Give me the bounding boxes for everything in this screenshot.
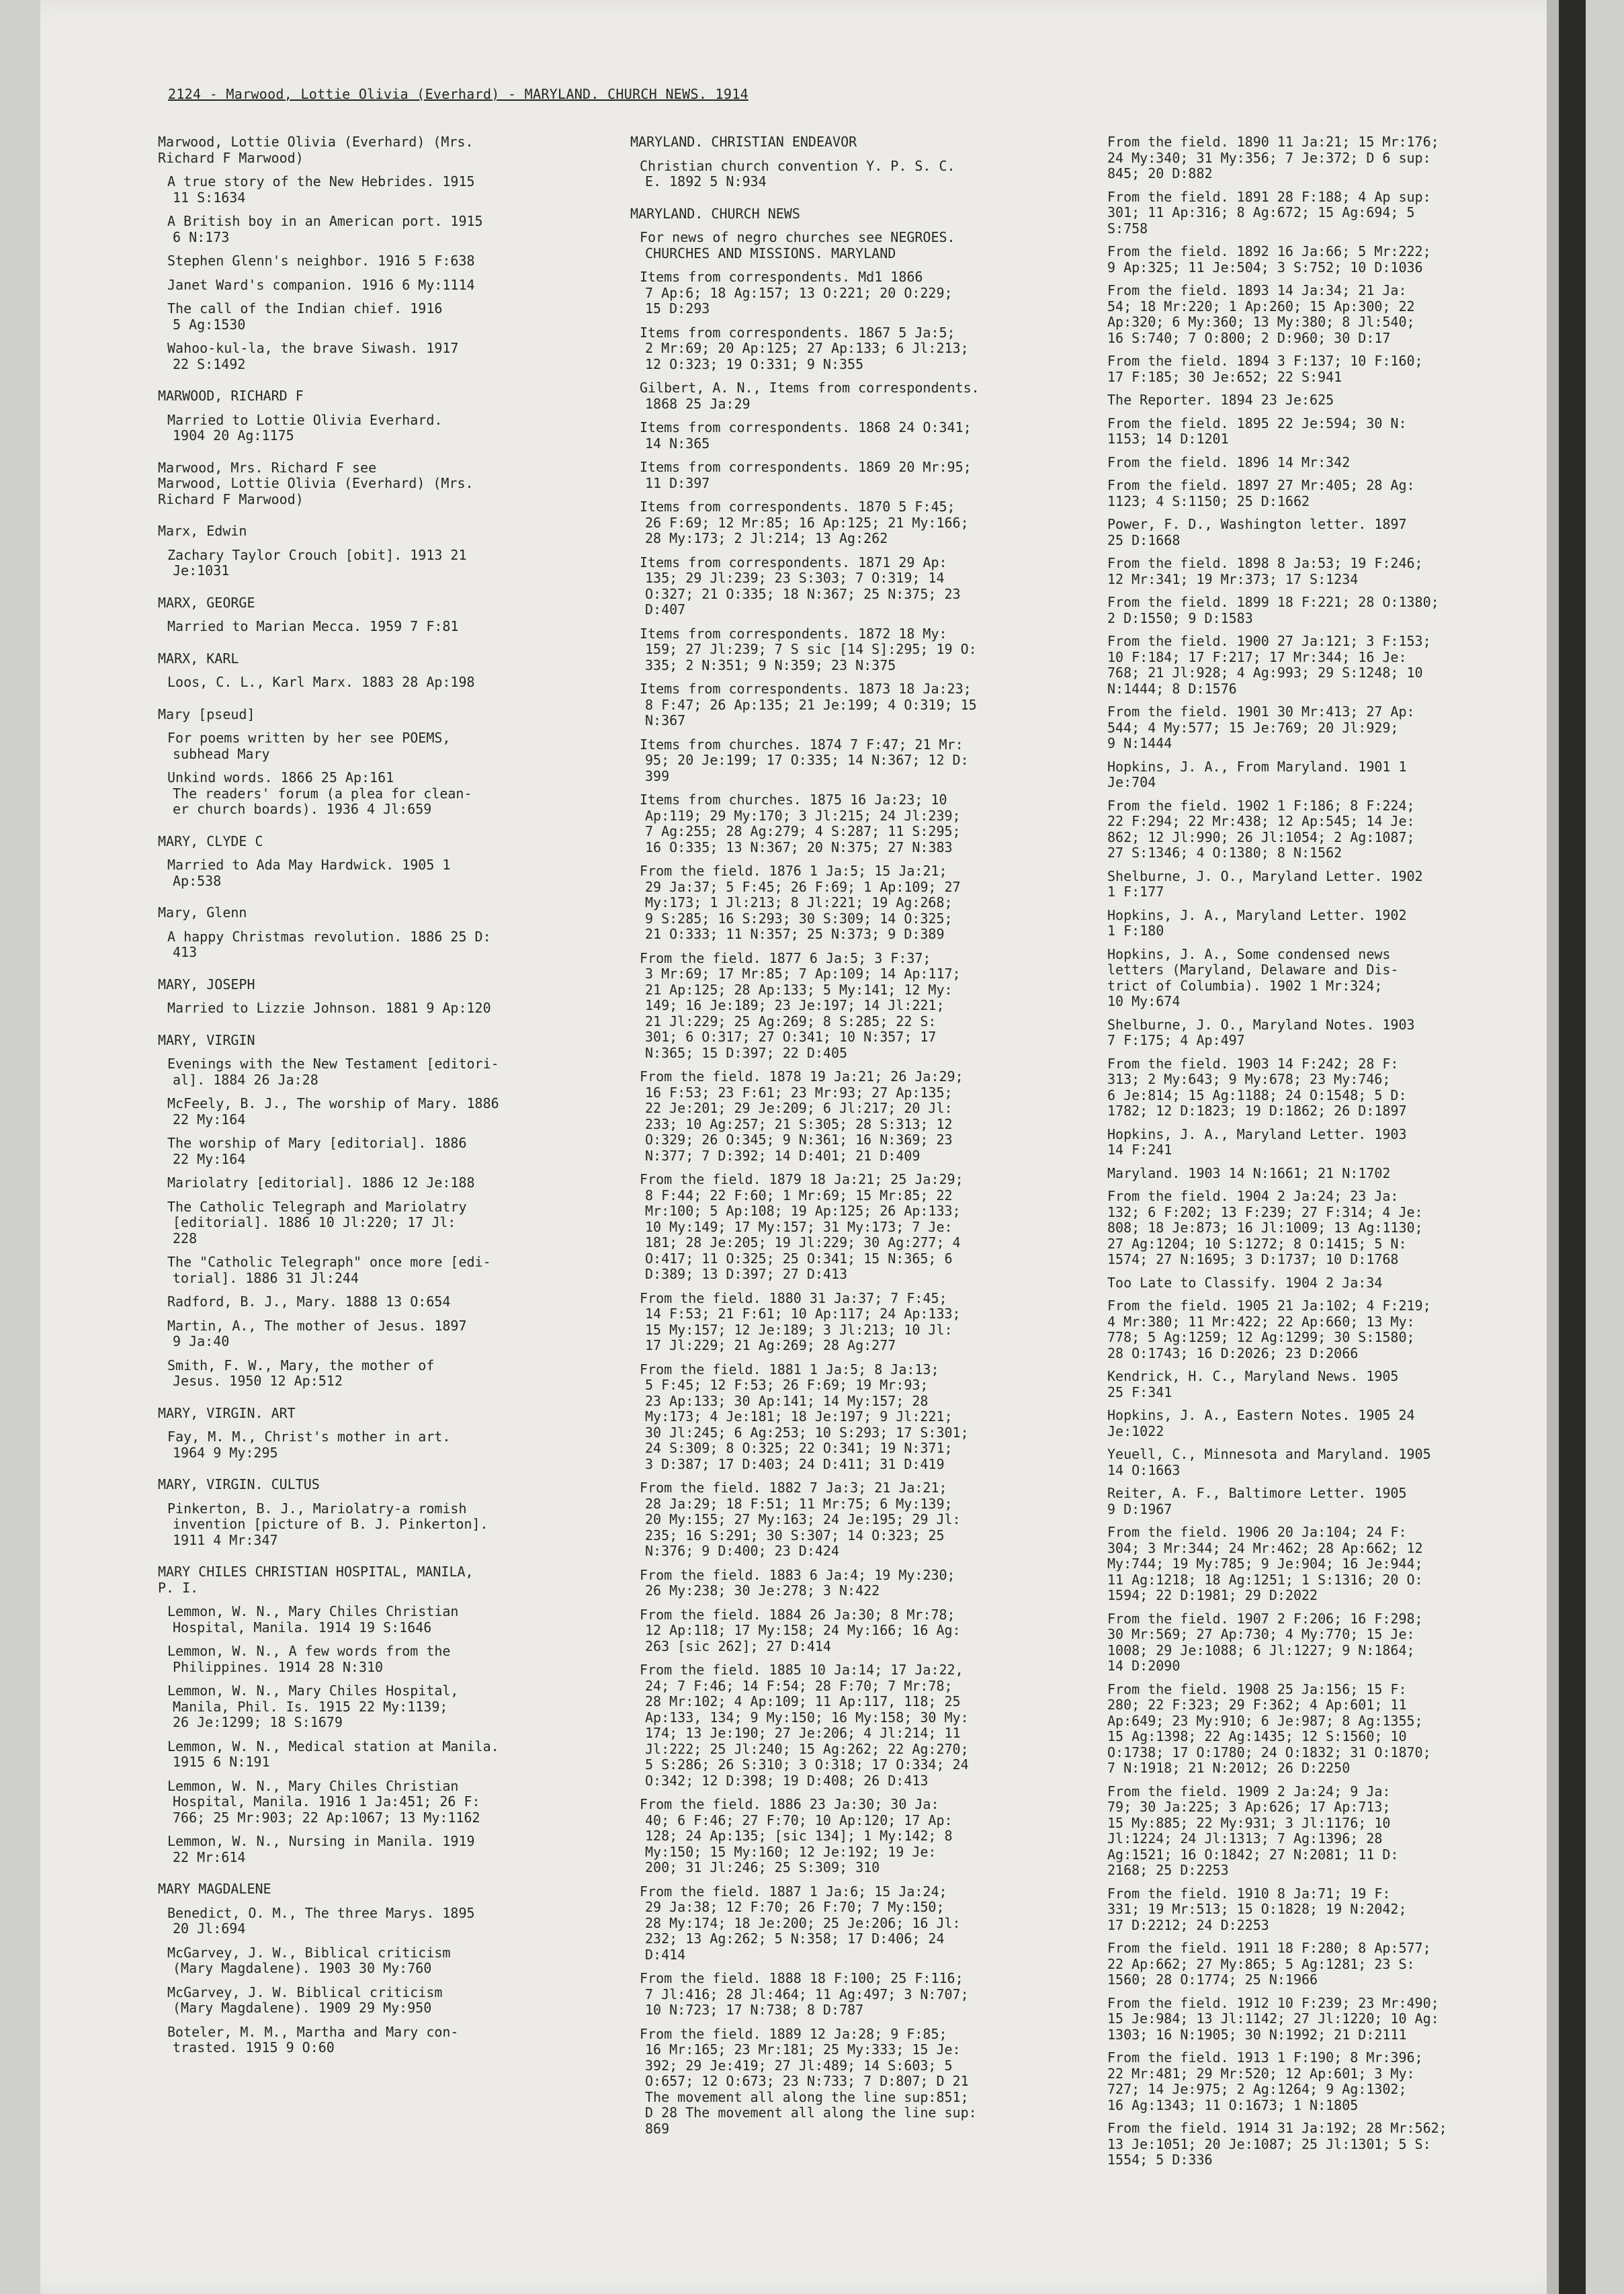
index-entry: From the field. 1908 25 Ja:156; 15 F: 280; 22 F:323; 29 F:362; 4 Ap:601; 11 Ap:649; 23 My:910; 6 Je:987; 8 Ag:1355; 15 Ag:1398; 22 Ag:1435; 12 S:1560; 10 O:1738; 17 O:1780; 24 O:1832; 31 O:1870; 7 N:1918; 21 N:2012; 26 D:2250 bbox=[1107, 1681, 1431, 1776]
index-entry: From the field. 1890 11 Ja:21; 15 Mr:176; 24 My:340; 31 My:356; 7 Je:372; D 6 sup: 845; 20 D:882 bbox=[1107, 134, 1439, 181]
index-entry: Lemmon, W. N., Medical station at Manila. 1915 6 N:191 bbox=[167, 1738, 499, 1770]
index-entry: Christian church convention Y. P. S. C. E. 1892 5 N:934 bbox=[640, 157, 955, 189]
index-entry: Hopkins, J. A., Maryland Letter. 1902 1 F:180 bbox=[1107, 906, 1407, 939]
index-entry: Lemmon, W. N., Mary Chiles Christian Hospital, Manila. 1914 19 S:1646 bbox=[167, 1603, 459, 1635]
index-entry: Items from correspondents. 1869 20 Mr:95; 11 D:397 bbox=[640, 459, 972, 491]
index-entry: From the field. 1884 26 Ja:30; 8 Mr:78; 12 Ap:118; 17 My:158; 24 My:166; 16 Ag: 263 [sic 262]; 27 D:414 bbox=[640, 1606, 961, 1654]
index-entry: From the field. 1899 18 F:221; 28 O:1380; 2 D:1550; 9 D:1583 bbox=[1107, 594, 1439, 626]
index-entry: Items from correspondents. Md1 1866 7 Ap:6; 18 Ag:157; 13 O:221; 20 O:229; 15 D:293 bbox=[640, 269, 953, 316]
index-entry: Items from correspondents. 1870 5 F:45; 26 F:69; 12 Mr:85; 16 Ap:125; 21 My:166; 28 My:173; 2 Jl:214; 13 Ag:262 bbox=[640, 499, 969, 546]
index-entry: Pinkerton, B. J., Mariolatry-a romish invention [picture of B. J. Pinkerton]. 1911 4 Mr:347 bbox=[167, 1500, 488, 1548]
index-entry: Kendrick, H. C., Maryland News. 1905 25 F:341 bbox=[1107, 1368, 1399, 1400]
index-entry: Shelburne, J. O., Maryland Letter. 1902 1 F:177 bbox=[1107, 867, 1423, 900]
index-entry: From the field. 1898 8 Ja:53; 19 F:246; 12 Mr:341; 19 Mr:373; 17 S:1234 bbox=[1107, 555, 1423, 587]
index-entry: From the field. 1894 3 F:137; 10 F:160; 17 F:185; 30 Je:652; 22 S:941 bbox=[1107, 353, 1423, 385]
index-entry: Lemmon, W. N., Nursing in Manila. 1919 22 Mr:614 bbox=[167, 1833, 475, 1865]
index-section bbox=[158, 460, 574, 508]
index-entry: From the field. 1887 1 Ja:6; 15 Ja:24; 29 Ja:38; 12 F:70; 26 F:70; 7 My:150; 28 My:174; 18 Je:200; 25 Je:206; 16 Jl: 232; 13 Ag:262; 5 N:358; 17 D:406; 24 D:414 bbox=[640, 1883, 961, 1963]
index-entry: From the field. 1888 18 F:100; 25 F:116; 7 Jl:416; 28 Jl:464; 11 Ag:497; 3 N:707; 10 N:723; 17 N:738; 8 D:787 bbox=[640, 1970, 969, 2018]
page-edge-shadow bbox=[1559, 0, 1586, 2294]
index-entry: The "Catholic Telegraph" once more [edi- torial]. 1886 31 Jl:244 bbox=[167, 1254, 491, 1286]
index-section bbox=[158, 977, 574, 1017]
index-entry: A British boy in an American port. 1915 6 N:173 bbox=[167, 213, 483, 245]
index-heading: MARYLAND. CHURCH NEWS bbox=[630, 205, 800, 222]
index-entry: From the field. 1893 14 Ja:34; 21 Ja: 54; 18 Mr:220; 1 Ap:260; 15 Ap:300; 22 Ap:320; 6 My:360; 13 My:380; 8 Jl:540; 16 S:740; 7 O:800; 2 D:960; 30 D:17 bbox=[1107, 282, 1415, 346]
index-section bbox=[158, 134, 574, 372]
index-entry: Hopkins, J. A., Some condensed news letters (Maryland, Delaware and Dis- trict of Columbia). 1902 1 Mr:324; 10 My:674 bbox=[1107, 945, 1399, 1009]
index-heading: MARWOOD, RICHARD F bbox=[158, 388, 304, 404]
index-section bbox=[158, 905, 574, 961]
index-entry: From the field. 1882 7 Ja:3; 21 Ja:21; 28 Ja:29; 18 F:51; 11 Mr:75; 6 My:139; 20 My:155; 27 My:163; 24 Je:195; 29 Jl: 235; 16 S:291; 30 S:307; 14 O:323; 25 N:376; 9 D:400; 23 D:424 bbox=[640, 1480, 961, 1559]
index-column-1 bbox=[158, 134, 574, 2072]
index-section bbox=[158, 1406, 574, 1461]
index-entry: Married to Lizzie Johnson. 1881 9 Ap:120 bbox=[167, 1000, 491, 1016]
index-entry: Maryland. 1903 14 N:1661; 21 N:1702 bbox=[1107, 1164, 1391, 1181]
index-entry: From the field. 1896 14 Mr:342 bbox=[1107, 454, 1351, 470]
index-column-2 bbox=[630, 134, 1047, 2153]
index-entry: Benedict, O. M., The three Marys. 1895 20 Jl:694 bbox=[167, 1904, 475, 1937]
index-entry: From the field. 1913 1 F:190; 8 Mr:396; 22 Mr:481; 29 Mr:520; 12 Ap:601; 3 My: 727; 14 Je:975; 2 Ag:1264; 9 Ag:1302; 16 Ag:1343; 11 O:1673; 1 N:1805 bbox=[1107, 2049, 1423, 2113]
index-heading: Mary, Glenn bbox=[158, 904, 247, 921]
index-entry: From the field. 1883 6 Ja:4; 19 My:230; 26 My:238; 30 Je:278; 3 N:422 bbox=[640, 1566, 955, 1599]
index-entry: Loos, C. L., Karl Marx. 1883 28 Ap:198 bbox=[167, 674, 475, 690]
index-section bbox=[158, 1033, 574, 1390]
index-heading: MARY, VIRGIN bbox=[158, 1031, 255, 1048]
index-entry: From the field. 1879 18 Ja:21; 25 Ja:29; 8 F:44; 22 F:60; 1 Mr:69; 15 Mr:85; 22 Mr:100; 5 Ap:108; 19 Ap:125; 26 Ap:133; 10 My:149; 17 My:157; 31 My:173; 7 Je: 181; 28 Je:205; 19 Jl:229; 30 Ag:277; 4 O:417; 11 O:325; 25 O:341; 15 N:365; 6 D:389; 13 D:397; 27 D:413 bbox=[640, 1171, 964, 1282]
index-section bbox=[158, 1564, 574, 1865]
index-entry: Mariolatry [editorial]. 1886 12 Je:188 bbox=[167, 1175, 475, 1191]
index-entry: McGarvey, J. W., Biblical criticism (Mary Magdalene). 1903 30 My:760 bbox=[167, 1944, 451, 1976]
index-entry: Wahoo-kul-la, the brave Siwash. 1917 22 S:1492 bbox=[167, 340, 459, 372]
index-entry: Items from churches. 1875 16 Ja:23; 10 Ap:119; 29 My:170; 3 Jl:215; 24 Jl:239; 7 Ag:255; 28 Ag:279; 4 S:287; 11 S:295; 16 O:335; 13 N:367; 20 N:375; 27 N:383 bbox=[640, 792, 961, 855]
index-entry: McGarvey, J. W. Biblical criticism (Mary Magdalene). 1909 29 My:950 bbox=[167, 1984, 443, 2016]
index-entry: From the field. 1902 1 F:186; 8 F:224; 22 F:294; 22 Mr:438; 12 Ap:545; 14 Je: 862; 12 Jl:990; 26 Jl:1054; 2 Ag:1087; 27 S:1346; 4 O:1380; 8 N:1562 bbox=[1107, 797, 1415, 861]
index-entry: From the field. 1877 6 Ja:5; 3 F:37; 3 Mr:69; 17 Mr:85; 7 Ap:109; 14 Ap:117; 21 Ap:125; 28 Ap:133; 5 My:141; 12 My: 149; 16 Je:189; 23 Je:197; 14 Jl:221; 21 Jl:229; 25 Ag:269; 8 S:285; 22 S: 301; 6 O:317; 27 O:341; 10 N:357; 17 N:365; 15 D:397; 22 D:405 bbox=[640, 949, 961, 1061]
index-section bbox=[158, 1477, 574, 1548]
index-heading: Marwood, Mrs. Richard F see Marwood, Lottie Olivia (Everhard) (Mrs. Richard F Marwood) bbox=[158, 459, 474, 507]
index-entry: From the field. 1897 27 Mr:405; 28 Ag: 1123; 4 S:1150; 25 D:1662 bbox=[1107, 477, 1415, 509]
index-entry: Shelburne, J. O., Maryland Notes. 1903 7 F:175; 4 Ap:497 bbox=[1107, 1016, 1415, 1048]
index-entry: From the field. 1878 19 Ja:21; 26 Ja:29; 16 F:53; 23 F:61; 23 Mr:93; 27 Ap:135; 22 Je:201; 29 Je:209; 6 Jl:217; 20 Jl: 233; 10 Ag:257; 21 S:305; 28 S:313; 12 O:329; 26 O:345; 9 N:361; 16 N:369; 23 N:377; 7 D:392; 14 D:401; 21 D:409 bbox=[640, 1068, 964, 1164]
index-entry: Evenings with the New Testament [editori- al]. 1884 26 Ja:28 bbox=[167, 1056, 499, 1088]
index-heading: MARX, KARL bbox=[158, 650, 239, 667]
index-heading: MARY, VIRGIN. ART bbox=[158, 1404, 296, 1421]
index-section bbox=[158, 834, 574, 890]
index-entry: From the field. 1901 30 Mr:413; 27 Ap: 544; 4 My:577; 15 Je:769; 20 Jl:929; 9 N:1444 bbox=[1107, 704, 1415, 751]
index-entry: From the field. 1911 18 F:280; 8 Ap:577; 22 Ap:662; 27 My:865; 5 Ag:1281; 23 S: 1560; 28 O:1774; 25 N:1966 bbox=[1107, 1940, 1431, 1988]
index-entry: Yeuell, C., Minnesota and Maryland. 1905 14 O:1663 bbox=[1107, 1446, 1431, 1478]
index-entry: From the field. 1907 2 F:206; 16 F:298; 30 Mr:569; 27 Ap:730; 4 My:770; 15 Je: 1008; 29 Je:1088; 6 Jl:1227; 9 N:1864; 14 D:2090 bbox=[1107, 1610, 1423, 1674]
index-heading: Marwood, Lottie Olivia (Everhard) (Mrs. Richard F Marwood) bbox=[158, 134, 474, 166]
index-entry: Items from correspondents. 1868 24 O:341; 14 N:365 bbox=[640, 419, 972, 452]
index-section bbox=[158, 707, 574, 818]
index-entry: The Reporter. 1894 23 Je:625 bbox=[1107, 392, 1334, 408]
index-entry: From the field. 1914 31 Ja:192; 28 Mr:562; 13 Je:1051; 20 Je:1087; 25 Jl:1301; 5 S: 1554; 5 D:336 bbox=[1107, 2120, 1447, 2168]
index-entry: From the field. 1900 27 Ja:121; 3 F:153; 10 F:184; 17 F:217; 17 Mr:344; 16 Je: 768; 21 Jl:928; 4 Ag:993; 29 S:1248; 10 N:1444; 8 D:1576 bbox=[1107, 633, 1431, 697]
index-entry: From the field. 1906 20 Ja:104; 24 F: 304; 3 Mr:344; 24 Mr:462; 28 Ap:662; 12 My:744; 19 My:785; 9 Je:904; 16 Je:944; 11 Ag:1218; 18 Ag:1251; 1 S:1316; 20 O: 1594; 22 D:1981; 29 D:2022 bbox=[1107, 1524, 1423, 1603]
index-entry: From the field. 1903 14 F:242; 28 F: 313; 2 My:643; 9 My:678; 23 My:746; 6 Je:814; 15 Ag:1188; 24 O:1548; 5 D: 1782; 12 D:1823; 19 D:1862; 26 D:1897 bbox=[1107, 1055, 1407, 1119]
index-entry: Janet Ward's companion. 1916 6 My:1114 bbox=[167, 276, 475, 293]
index-entry: From the field. 1881 1 Ja:5; 8 Ja:13; 5 F:45; 12 F:53; 26 F:69; 19 Mr:93; 23 Ap:133; 30 Ap:141; 14 My:157; 28 My:173; 4 Je:181; 18 Je:197; 9 Jl:221; 30 Jl:245; 6 Ag:253; 10 S:293; 17 S:301; 24 S:309; 8 O:325; 22 O:341; 19 N:371; 3 D:387; 17 D:403; 24 D:411; 31 D:419 bbox=[640, 1361, 969, 1472]
index-entry: Items from correspondents. 1873 18 Ja:23; 8 F:47; 26 Ap:135; 21 Je:199; 4 O:319; 15 N:367 bbox=[640, 681, 977, 728]
index-entry: A happy Christmas revolution. 1886 25 D: 413 bbox=[167, 928, 491, 960]
index-heading: MARY CHILES CHRISTIAN HOSPITAL, MANILA, P. I. bbox=[158, 1564, 474, 1596]
index-section bbox=[158, 1881, 574, 2056]
index-entry: A true story of the New Hebrides. 1915 11 S:1634 bbox=[167, 173, 475, 206]
index-entry: From the field. 1891 28 F:188; 4 Ap sup: 301; 11 Ap:316; 8 Ag:672; 15 Ag:694; 5 S:758 bbox=[1107, 188, 1431, 237]
index-entry: From the field. 1885 10 Ja:14; 17 Ja:22, 24; 7 F:46; 14 F:54; 28 F:70; 7 Mr:78; 28 Mr:102; 4 Ap:109; 11 Ap:117, 118; 25 Ap:133, 134; 9 My:150; 16 My:158; 30 My: 174; 13 Je:190; 27 Je:206; 4 Jl:214; 11 Jl:222; 25 Jl:240; 15 Ag:262; 22 Ag:270; 5 S:286; 26 S:310; 3 O:318; 17 O:334; 24 O:342; 12 D:398; 19 D:408; 26 D:413 bbox=[640, 1662, 969, 1789]
index-entry: Lemmon, W. N., Mary Chiles Christian Hospital, Manila. 1916 1 Ja:451; 26 F: 766; 25 Mr:903; 22 Ap:1067; 13 My:1162 bbox=[167, 1777, 480, 1826]
index-entry: Power, F. D., Washington letter. 1897 25 D:1668 bbox=[1107, 516, 1407, 548]
index-heading: MARYLAND. CHRISTIAN ENDEAVOR bbox=[630, 134, 857, 150]
index-entry: Lemmon, W. N., A few words from the Philippines. 1914 28 N:310 bbox=[167, 1643, 451, 1675]
index-entry: Items from churches. 1874 7 F:47; 21 Mr: 95; 20 Je:199; 17 O:335; 14 N:367; 12 D: 399 bbox=[640, 736, 969, 784]
index-entry: Martin, A., The mother of Jesus. 1897 9 Ja:40 bbox=[167, 1317, 467, 1349]
index-column-3 bbox=[1107, 134, 1537, 2176]
index-entry: Fay, M. M., Christ's mother in art. 1964 9 My:295 bbox=[167, 1429, 451, 1461]
index-entry: From the field. 1910 8 Ja:71; 19 F: 331; 19 Mr:513; 15 O:1828; 19 N:2042; 17 D:2212; 24 D:2253 bbox=[1107, 1885, 1407, 1933]
index-entry: From the field. 1895 22 Je:594; 30 N: 1153; 14 D:1201 bbox=[1107, 415, 1407, 447]
index-entry: Zachary Taylor Crouch [obit]. 1913 21 Je:1031 bbox=[167, 546, 467, 579]
index-heading: MARY MAGDALENE bbox=[158, 1881, 271, 1897]
index-section bbox=[158, 651, 574, 691]
index-entry: Hopkins, J. A., From Maryland. 1901 1 Je:704 bbox=[1107, 758, 1407, 790]
index-entry: From the field. 1905 21 Ja:102; 4 F:219; 4 Mr:380; 11 Mr:422; 22 Ap:660; 13 My: 778; 5 Ag:1259; 12 Ag:1299; 30 S:1580; 28 O:1743; 16 D:2026; 23 D:2066 bbox=[1107, 1298, 1431, 1361]
index-entry: Hopkins, J. A., Eastern Notes. 1905 24 Je:1022 bbox=[1107, 1407, 1415, 1439]
index-section bbox=[158, 388, 574, 444]
index-entry: The call of the Indian chief. 1916 5 Ag:1530 bbox=[167, 300, 443, 333]
index-heading: MARY, CLYDE C bbox=[158, 833, 263, 849]
index-entry: Stephen Glenn's neighbor. 1916 5 F:638 bbox=[167, 253, 475, 269]
index-entry: Hopkins, J. A., Maryland Letter. 1903 14 F:241 bbox=[1107, 1125, 1407, 1158]
index-entry: McFeely, B. J., The worship of Mary. 1886 22 My:164 bbox=[167, 1095, 499, 1128]
index-entry: Smith, F. W., Mary, the mother of Jesus. 1950 12 Ap:512 bbox=[167, 1357, 435, 1389]
index-heading: MARY, JOSEPH bbox=[158, 976, 255, 992]
index-section bbox=[158, 523, 574, 579]
index-entry: Married to Lottie Olivia Everhard. 1904 20 Ag:1175 bbox=[167, 411, 443, 443]
index-entry: The Catholic Telegraph and Mariolatry [editorial]. 1886 10 Jl:220; 17 Jl: 228 bbox=[167, 1198, 467, 1246]
page-gutter bbox=[1547, 0, 1559, 2294]
index-heading: MARX, GEORGE bbox=[158, 594, 255, 611]
index-entry: From the field. 1880 31 Ja:37; 7 F:45; 14 F:53; 21 F:61; 10 Ap:117; 24 Ap:133; 15 My:157; 12 Je:189; 3 Jl:213; 10 Jl: 17 Jl:229; 21 Ag:269; 28 Ag:277 bbox=[640, 1289, 961, 1353]
index-entry: The worship of Mary [editorial]. 1886 22 My:164 bbox=[167, 1135, 467, 1167]
index-entry: From the field. 1912 10 F:239; 23 Mr:490; 15 Je:984; 13 Jl:1142; 27 Jl:1220; 10 Ag: 1303; 16 N:1905; 30 N:1992; 21 D:2111 bbox=[1107, 1994, 1439, 2043]
index-entry: Reiter, A. F., Baltimore Letter. 1905 9 D:1967 bbox=[1107, 1485, 1407, 1517]
index-entry: Lemmon, W. N., Mary Chiles Hospital, Manila, Phil. Is. 1915 22 My:1139; 26 Je:1299; 18 S:1679 bbox=[167, 1683, 459, 1730]
index-entry: Boteler, M. M., Martha and Mary con- trasted. 1915 9 O:60 bbox=[167, 2023, 459, 2055]
index-entry: Too Late to Classify. 1904 2 Ja:34 bbox=[1107, 1274, 1383, 1291]
index-section bbox=[630, 134, 1047, 190]
index-entry: From the field. 1909 2 Ja:24; 9 Ja: 79; 30 Ja:225; 3 Ap:626; 17 Ap:713; 15 My:885; 22 My:931; 3 Jl:1176; 10 Jl:1224; 24 Jl:1313; 7 Ag:1396; 28 Ag:1521; 16 O:1842; 27 N:2081; 11 D: 2168; 25 D:2253 bbox=[1107, 1783, 1399, 1878]
index-entry: Radford, B. J., Mary. 1888 13 O:654 bbox=[167, 1293, 451, 1310]
index-entry: Gilbert, A. N., Items from correspondents. 1868 25 Ja:29 bbox=[640, 380, 980, 412]
index-entry: From the field. 1876 1 Ja:5; 15 Ja:21; 29 Ja:37; 5 F:45; 26 F:69; 1 Ap:109; 27 My:173; 1 Jl:213; 8 Jl:221; 19 Ag:268; 9 S:285; 16 S:293; 30 S:309; 14 O:325; 21 O:333; 11 N:357; 25 N:373; 9 D:389 bbox=[640, 863, 961, 942]
index-entry: Unkind words. 1866 25 Ap:161 The readers' forum (a plea for clean- er church boards). 1936 4 Jl:659 bbox=[167, 769, 472, 817]
index-heading: MARY, VIRGIN. CULTUS bbox=[158, 1476, 320, 1492]
running-header: 2124 - Marwood, Lottie Olivia (Everhard) - MARYLAND. CHURCH NEWS. 1914 bbox=[168, 86, 749, 102]
index-entry: For poems written by her see POEMS, subhead Mary bbox=[167, 730, 451, 762]
index-entry: From the field. 1889 12 Ja:28; 9 F:85; 16 Mr:165; 23 Mr:181; 25 My:333; 15 Je: 392; 29 Je:419; 27 Jl:489; 14 S:603; 5 O:657; 12 O:673; 23 N:733; 7 D:807; D 21 The movement all along the line sup:851; D 28 The movement all along the line sup: 869 bbox=[640, 2025, 977, 2137]
index-entry: For news of negro churches see NEGROES. CHURCHES AND MISSIONS. MARYLAND bbox=[640, 229, 955, 261]
index-section bbox=[630, 206, 1047, 2137]
index-entry: Items from correspondents. 1871 29 Ap: 135; 29 Jl:239; 23 S:303; 7 O:319; 14 O:327; 21 O:335; 18 N:367; 25 N:375; 23 D:407 bbox=[640, 554, 961, 618]
index-entry: Items from correspondents. 1872 18 My: 159; 27 Jl:239; 7 S sic [14 S]:295; 19 O: 335; 2 N:351; 9 N:359; 23 N:375 bbox=[640, 625, 977, 673]
index-section bbox=[158, 595, 574, 635]
index-entry: From the field. 1904 2 Ja:24; 23 Ja: 132; 6 F:202; 13 F:239; 27 F:314; 4 Je: 808; 18 Je:873; 16 Jl:1009; 13 Ag:1130; 27 Ag:1204; 10 S:1272; 8 O:1415; 5 N: 1574; 27 N:1695; 3 D:1737; 10 D:1768 bbox=[1107, 1188, 1423, 1267]
index-heading: Mary [pseud] bbox=[158, 706, 255, 722]
index-entry: Married to Ada May Hardwick. 1905 1 Ap:538 bbox=[167, 857, 451, 889]
index-entry: Items from correspondents. 1867 5 Ja:5; 2 Mr:69; 20 Ap:125; 27 Ap:133; 6 Jl:213; 12 O:323; 19 O:331; 9 N:355 bbox=[640, 324, 969, 372]
index-entry: From the field. 1892 16 Ja:66; 5 Mr:222; 9 Ap:325; 11 Je:504; 3 S:752; 10 D:1036 bbox=[1107, 243, 1431, 275]
index-entry: Married to Marian Mecca. 1959 7 F:81 bbox=[167, 618, 459, 634]
index-entry: From the field. 1886 23 Ja:30; 30 Ja: 40; 6 F:46; 27 F:70; 10 Ap:120; 17 Ap: 128; 24 Ap:135; [sic 134]; 1 My:142; 8 My:150; 15 My:160; 12 Je:192; 19 Je: 200; 31 Jl:246; 25 S:309; 310 bbox=[640, 1796, 953, 1875]
index-heading: Marx, Edwin bbox=[158, 523, 247, 539]
